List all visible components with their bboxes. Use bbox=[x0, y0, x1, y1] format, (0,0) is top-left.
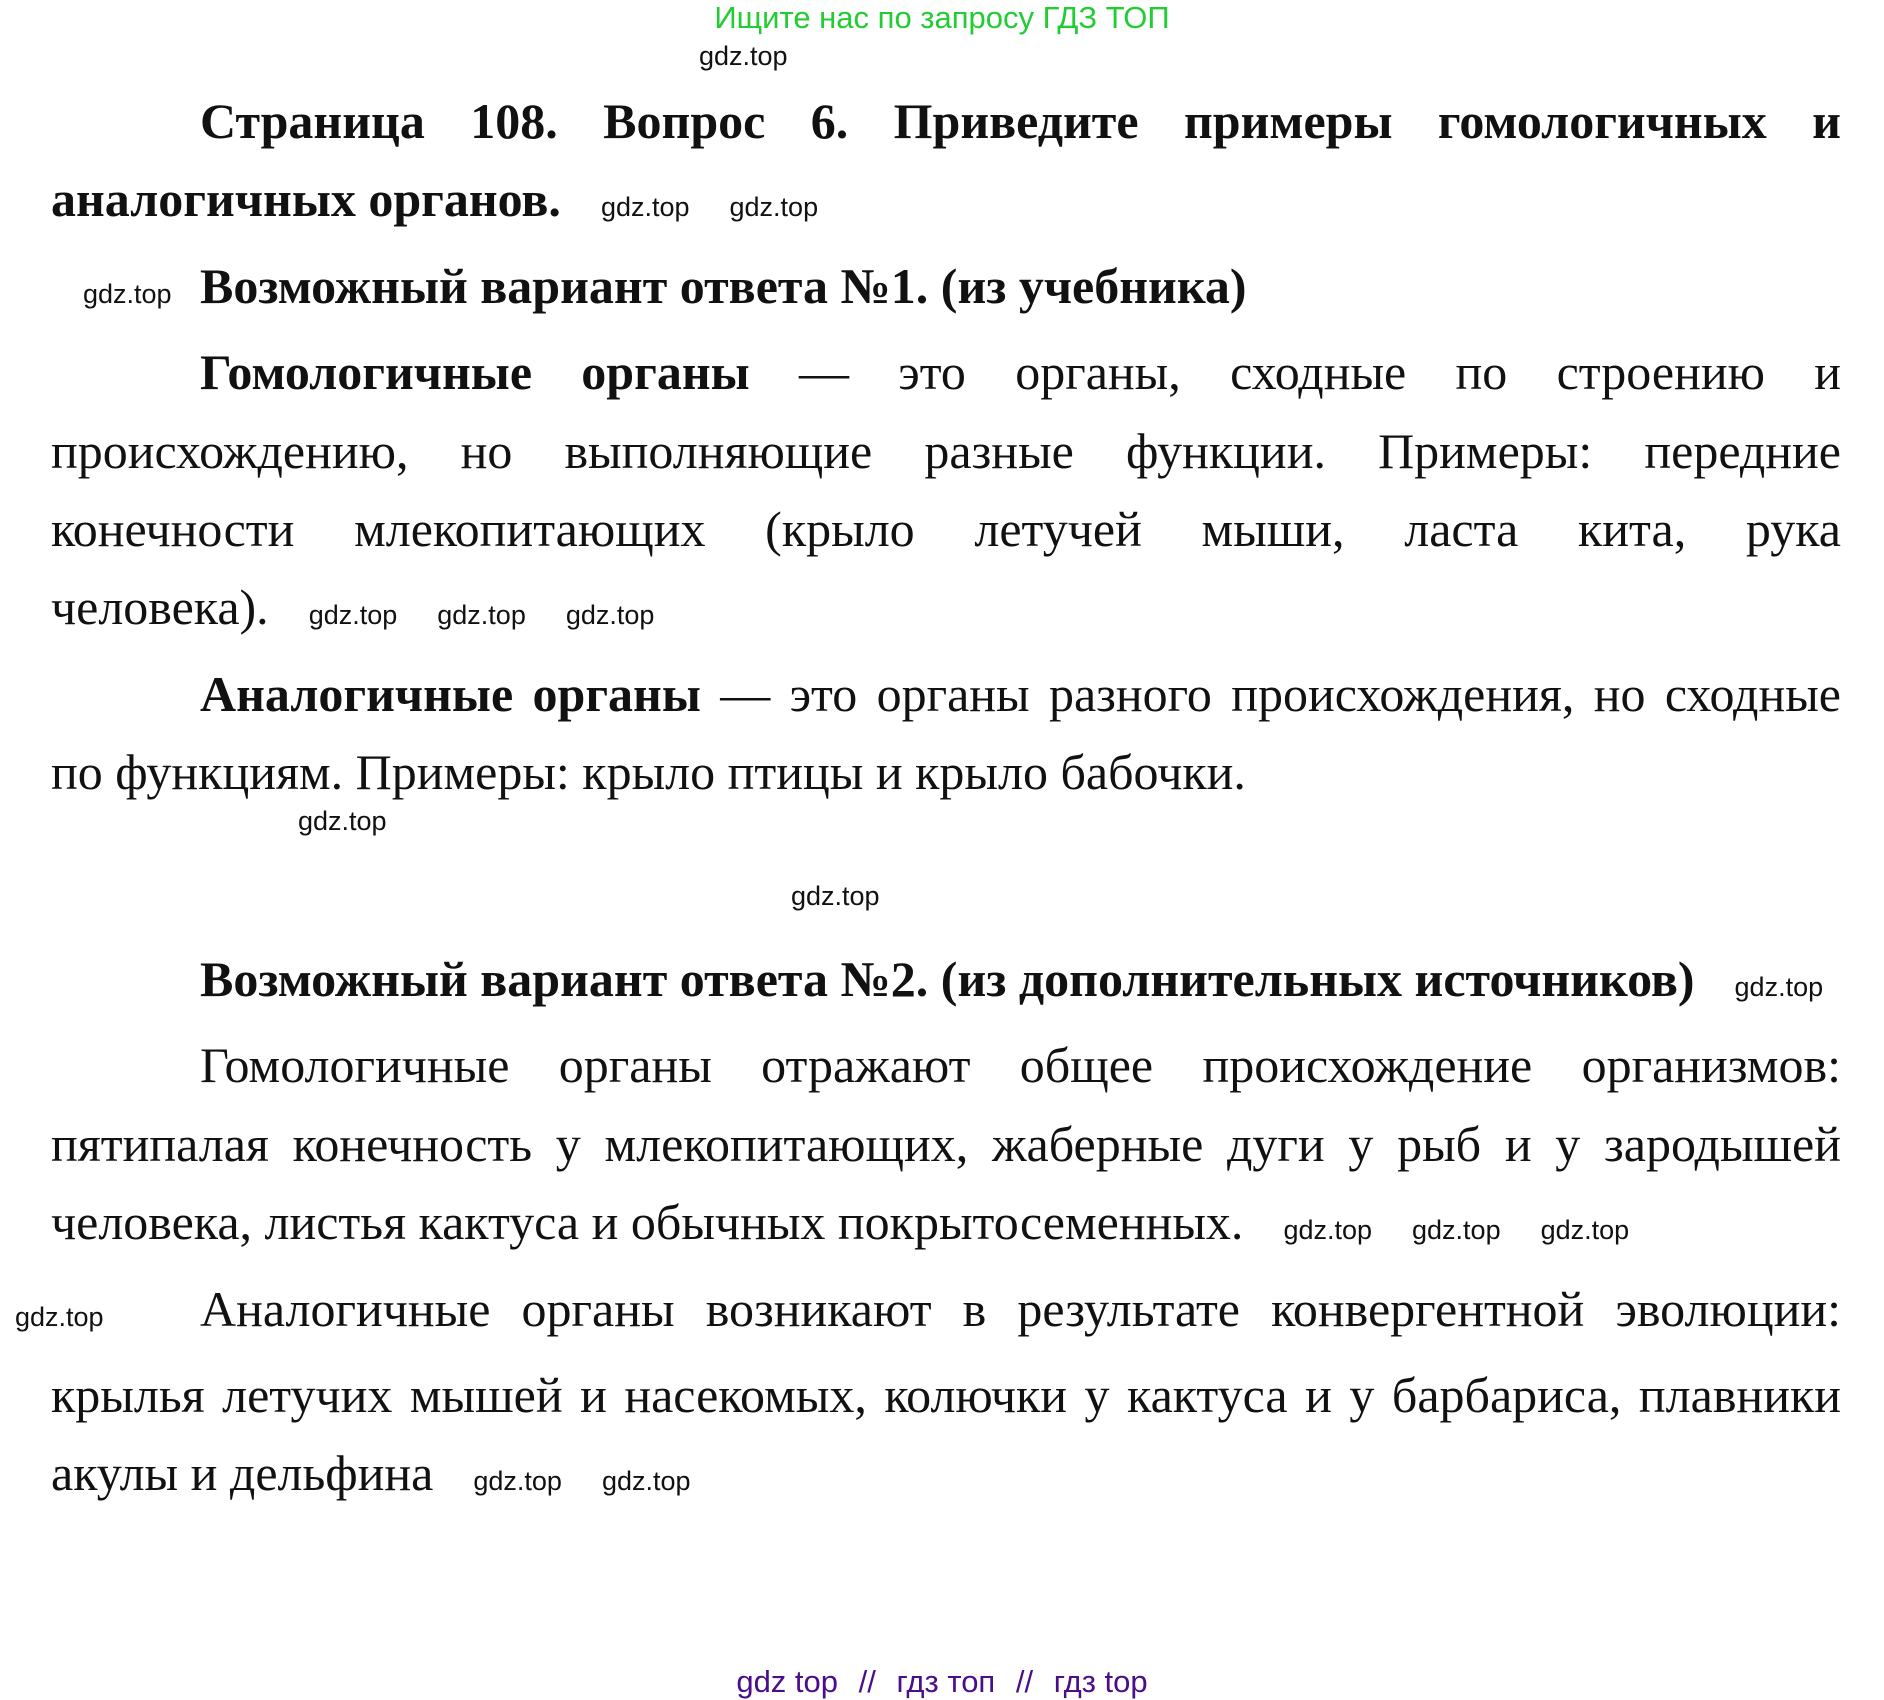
separator: // bbox=[1015, 1664, 1034, 1699]
watermark: gdz.top bbox=[1412, 1215, 1501, 1246]
search-banner: Ищите нас по запросу ГДЗ ТОП bbox=[714, 0, 1170, 35]
answer2-analogous bbox=[15, 1270, 1841, 1521]
answer2-homologous-text: Гомологичные органы отражают общее происхождение организмов: пятипалая конечность у млекопитающих, жаберные дуги у рыб и у зародышей человека, листья кактуса и обычных покрытосеменных. bbox=[51, 1037, 1841, 1251]
watermark: gdz.top bbox=[729, 192, 819, 223]
answer1-heading-text: Возможный вариант ответа №1. (из учебника) bbox=[200, 257, 1247, 314]
separator: // bbox=[858, 1664, 876, 1699]
watermark: gdz.top bbox=[1734, 972, 1824, 1002]
footer-link[interactable]: gdz top bbox=[736, 1664, 839, 1699]
answer-block-2 bbox=[15, 940, 1841, 1521]
indent bbox=[51, 247, 200, 333]
definition: — это органы, сходные по строению и происхождению, но выполняющие разные функции. Примеры: передние конечности млекопитающих (крыло летучей мыши, ласта кита, рука человека). bbox=[51, 344, 1841, 636]
term: Гомологичные органы bbox=[200, 344, 750, 401]
watermark: gdz.top bbox=[83, 278, 172, 309]
watermark: gdz.top bbox=[1540, 1215, 1630, 1246]
question-heading bbox=[51, 82, 1841, 247]
footer-link[interactable]: гдз топ bbox=[896, 1664, 996, 1699]
question-text: Страница 108. Вопрос 6. Приведите примеры гомологичных и аналогичных органов. bbox=[51, 93, 1841, 228]
answer-block-1 bbox=[51, 82, 1841, 812]
answer1-homologous bbox=[51, 333, 1841, 655]
footer-links bbox=[0, 1664, 1884, 1700]
watermark: gdz.top bbox=[791, 881, 880, 911]
answer2-homologous bbox=[51, 1026, 1841, 1269]
watermark: gdz.top bbox=[298, 806, 387, 836]
indent bbox=[15, 1270, 200, 1356]
answer2-heading bbox=[51, 940, 1841, 1026]
answer1-analogous bbox=[51, 655, 1841, 812]
watermark: gdz.top bbox=[1283, 1215, 1373, 1246]
watermark: gdz.top bbox=[15, 1301, 104, 1332]
watermark: gdz.top bbox=[600, 192, 690, 223]
watermark: gdz.top bbox=[601, 1466, 691, 1497]
term: Аналогичные органы bbox=[200, 665, 701, 722]
definition: — это органы разного происхождения, но сходные по функциям. Примеры: крыло птицы и крыло бабочки. bbox=[51, 665, 1841, 801]
footer-link[interactable]: гдз top bbox=[1053, 1664, 1148, 1699]
watermark: gdz.top bbox=[565, 600, 655, 631]
answer2-heading-text: Возможный вариант ответа №2. (из дополнительных источников) bbox=[200, 951, 1695, 1007]
answer1-heading bbox=[51, 247, 1841, 333]
answer2-analogous-text: Аналогичные органы возникают в результате конвергентной эволюции: крылья летучих мышей и насекомых, колючки у кактуса и у барбариса, плавники акулы и дельфина bbox=[51, 1280, 1841, 1502]
watermark: gdz.top bbox=[699, 41, 788, 71]
watermark: gdz.top bbox=[308, 600, 398, 631]
watermark: gdz.top bbox=[437, 600, 526, 631]
watermark: gdz.top bbox=[473, 1466, 562, 1497]
